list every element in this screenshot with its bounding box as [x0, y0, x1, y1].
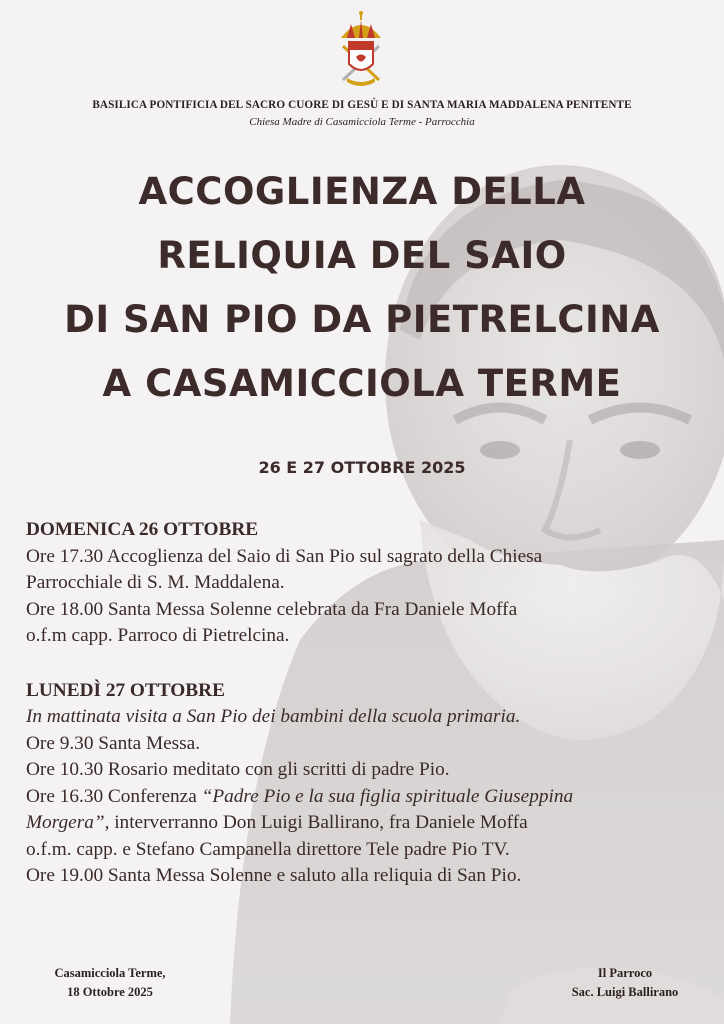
conference-time: Ore 16.30 Conferenza [26, 785, 202, 807]
footer-place: Casamicciola Terme, [54, 966, 166, 980]
footer-name: Sac. Luigi Ballirano [571, 985, 679, 999]
title-line-1: ACCOGLIENZA DELLA [138, 170, 586, 213]
poster-title [0, 160, 724, 416]
monday-line-6: o.f.m. capp. e Stefano Campanella direttore Tele padre Pio TV. [26, 838, 510, 860]
monday-line-5 [26, 810, 716, 837]
sunday-line-3: Ore 18.00 Santa Messa Solenne celebrata da Fra Daniele Moffa [26, 598, 518, 620]
footer-role: Il Parroco [597, 966, 653, 980]
monday-line-4 [26, 784, 716, 811]
monday-morning-visit: In mattinata visita a San Pio dei bambini della scuola primaria. [26, 706, 521, 727]
title-line-3: DI SAN PIO DA PIETRELCINA [64, 298, 660, 341]
conference-title-part-1: “Padre Pio e la sua figlia spirituale Giuseppina [201, 785, 574, 807]
footer-place-date [30, 964, 190, 1002]
sunday-line-1: Ore 17.30 Accoglienza del Saio di San Pio sul sagrato della Chiesa [26, 545, 543, 567]
sunday-line-4: o.f.m capp. Parroco di Pietrelcina. [26, 625, 290, 646]
conference-speakers: , interverranno Don Luigi Ballirano, fra Daniele Moffa [104, 812, 528, 833]
footer-date: 18 Ottobre 2025 [67, 985, 153, 999]
monday-line-7: Ore 19.00 Santa Messa Solenne e saluto alla reliquia di San Pio. [26, 865, 522, 886]
basilica-crest-icon [335, 10, 387, 92]
section-spacer [26, 650, 716, 678]
sunday-heading: DOMENICA 26 OTTOBRE [26, 519, 259, 540]
conference-title-part-2: Morgera” [26, 812, 105, 833]
basilica-name: BASILICA PONTIFICIA DEL SACRO CUORE DI GESÙ E DI SANTA MARIA MADDALENA PENITENTE [92, 99, 632, 111]
monday-heading: LUNEDÌ 27 OTTOBRE [26, 679, 225, 701]
event-dates: 26 E 27 OTTOBRE 2025 [258, 458, 466, 477]
event-program [26, 517, 716, 890]
monday-line-3: Ore 10.30 Rosario meditato con gli scritti di padre Pio. [26, 759, 450, 780]
church-subtitle: Chiesa Madre di Casamicciola Terme - Parrocchia [249, 116, 475, 128]
sunday-line-2: Parrocchiale di S. M. Maddalena. [26, 572, 285, 593]
title-line-2: RELIQUIA DEL SAIO [157, 234, 567, 277]
title-line-4: A CASAMICCIOLA TERME [102, 362, 622, 405]
monday-line-2: Ore 9.30 Santa Messa. [26, 732, 201, 754]
monday-line-1 [26, 704, 716, 731]
footer-signature [540, 964, 710, 1002]
